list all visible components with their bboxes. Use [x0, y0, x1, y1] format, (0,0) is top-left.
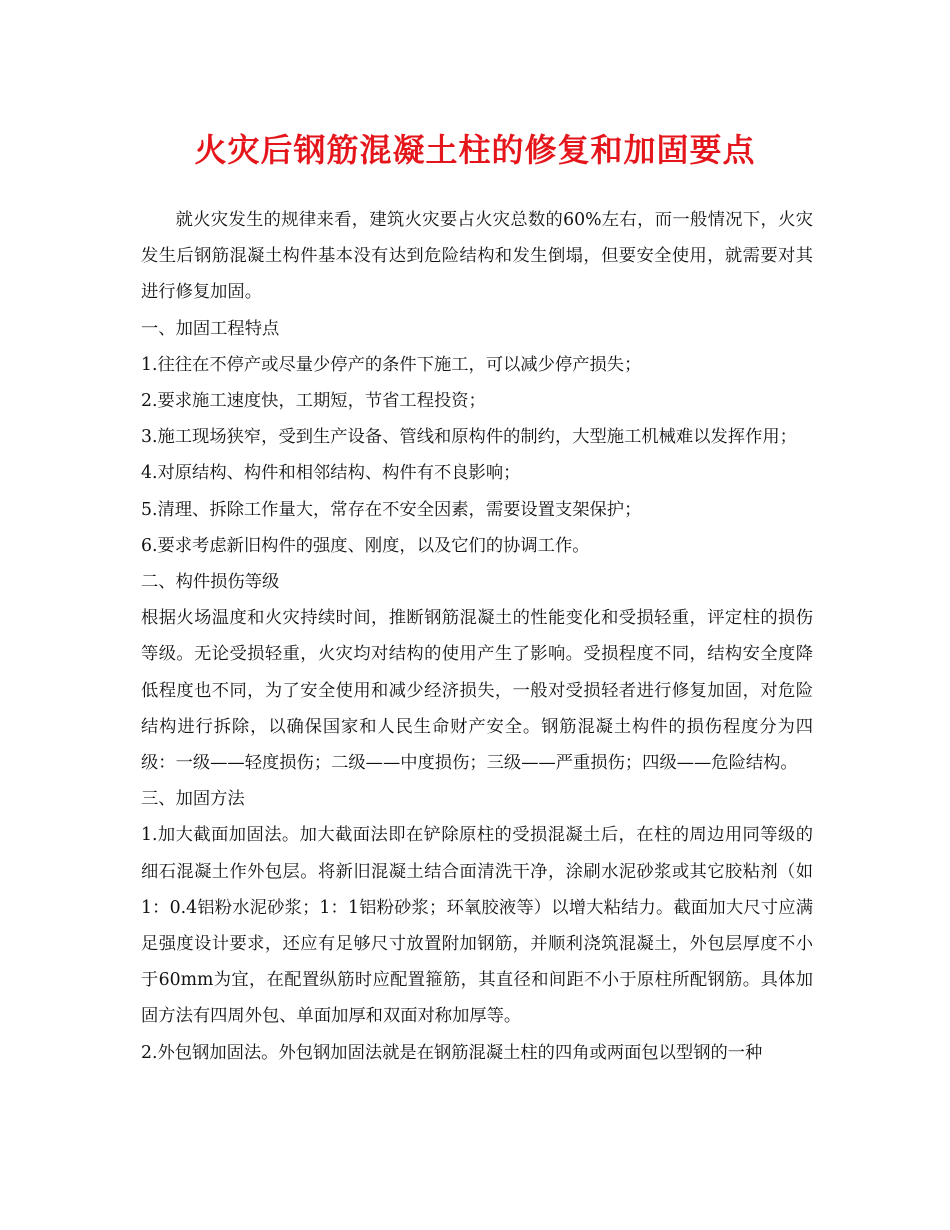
- list-item: 6.要求考虑新旧构件的强度、刚度，以及它们的协调工作。: [141, 535, 590, 556]
- section-heading-1: 一、加固工程特点: [141, 318, 280, 339]
- section-heading-2: 二、构件损伤等级: [141, 572, 280, 593]
- list-item: 1.往往在不停产或尽量少停产的条件下施工，可以减少停产损失；: [141, 354, 642, 375]
- list-item: 5.清理、拆除工作量大，常存在不安全因素，需要设置支架保护；: [141, 499, 642, 520]
- paragraph-intro: 就火灾发生的规律来看，建筑火灾要占火灾总数的60%左右，而一般情况下，火灾发生后钢筋混凝土构件基本没有达到危险结构和发生倒塌，但要安全使用，就需要对其进行修复加固。: [141, 210, 813, 303]
- list-item: 4.对原结构、构件和相邻结构、构件有不良影响；: [141, 463, 521, 484]
- document-title: 火灾后钢筋混凝土柱的修复和加固要点: [194, 131, 756, 169]
- paragraph-method-2: 2.外包钢加固法。外包钢加固法就是在钢筋混凝土柱的四角或两面包以型钢的一种: [141, 1042, 763, 1063]
- list-item: 3.施工现场狭窄，受到生产设备、管线和原构件的制约，大型施工机械难以发挥作用；: [141, 427, 797, 448]
- paragraph-method-1: 1.加大截面加固法。加大截面法即在铲除原柱的受损混凝土后，在柱的周边用同等级的细石混凝土作外包层。将新旧混凝土结合面清洗干净，涂刷水泥砂浆或其它胶粘剂（如1：0.4铝粉水泥砂浆；1：1铝粉砂浆；环氧胶液等）以增大粘结力。截面加大尺寸应满足强度设计要求，还应有足够尺寸放置附加钢筋，并顺利浇筑混凝土，外包层厚度不小于60mm为宜，在配置纵筋时应配置箍筋，其直径和间距不小于原柱所配钢筋。具体加固方法有四周外包、单面加厚和双面对称加厚等。: [141, 825, 813, 1027]
- section-heading-3: 三、加固方法: [141, 789, 245, 810]
- document-body: [141, 202, 813, 1071]
- paragraph-damage-levels: 根据火场温度和火灾持续时间，推断钢筋混凝土的性能变化和受损轻重，评定柱的损伤等级。无论受损轻重，火灾均对结构的使用产生了影响。受损程度不同，结构安全度降低程度也不同，为了安全使用和减少经济损失，一般对受损轻者进行修复加固，对危险结构进行拆除，以确保国家和人民生命财产安全。钢筋混凝土构件的损伤程度分为四级：一级——轻度损伤；二级——中度损伤；三级——严重损伤；四级——危险结构。: [141, 608, 813, 774]
- list-item: 2.要求施工速度快，工期短，节省工程投资；: [141, 391, 486, 412]
